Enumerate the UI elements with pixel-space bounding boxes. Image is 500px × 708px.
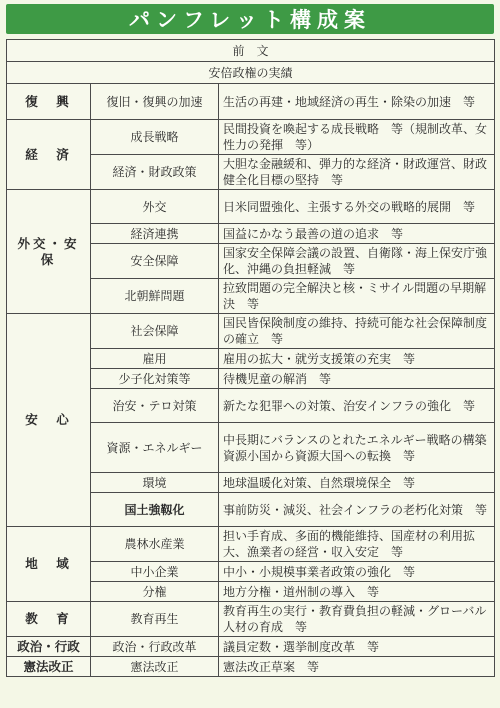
item-cell: 少子化対策等 <box>91 369 219 389</box>
item-cell: 環境 <box>91 473 219 493</box>
item-cell: 治安・テロ対策 <box>91 389 219 423</box>
description-cell: 日米同盟強化、主張する外交の戦略的展開 等 <box>219 190 495 224</box>
description-cell: 拉致問題の完全解決と核・ミサイル問題の早期解決 等 <box>219 279 495 314</box>
description-cell: 担い手育成、多面的機能維持、国産材の利用拡大、漁業者の経営・収入安定 等 <box>219 527 495 562</box>
achievements-cell: 安倍政権の実績 <box>7 62 495 84</box>
table-row <box>7 314 495 349</box>
description-cell: 中長期にバランスのとれたエネルギー戦略の構築 資源小国から資源大国への転換 等 <box>219 423 495 473</box>
category-cell: 地 域 <box>7 527 91 602</box>
item-cell: 復旧・復興の加速 <box>91 84 219 120</box>
item-cell: 経済・財政政策 <box>91 155 219 190</box>
category-cell: 復 興 <box>7 84 91 120</box>
description-cell: 憲法改正草案 等 <box>219 657 495 677</box>
table-row <box>7 120 495 155</box>
item-cell: 教育再生 <box>91 602 219 637</box>
table-row <box>7 527 495 562</box>
description-cell: 大胆な金融緩和、弾力的な経済・財政運営、財政健全化目標の堅持 等 <box>219 155 495 190</box>
pamphlet-title: パンフレット構成案 <box>129 8 371 32</box>
table-row <box>7 637 495 657</box>
description-cell: 事前防災・減災、社会インフラの老朽化対策 等 <box>219 493 495 527</box>
category-cell: 教 育 <box>7 602 91 637</box>
item-cell: 社会保障 <box>91 314 219 349</box>
category-cell: 憲法改正 <box>7 657 91 677</box>
item-cell: 農林水産業 <box>91 527 219 562</box>
category-label: 外交・安保 <box>17 235 80 267</box>
description-cell: 民間投資を喚起する成長戦略 等（規制改革、女性力の発揮 等） <box>219 120 495 155</box>
description-cell: 地球温暖化対策、自然環境保全 等 <box>219 473 495 493</box>
item-cell: 雇用 <box>91 349 219 369</box>
table-row <box>7 602 495 637</box>
description-cell: 国家安全保障会議の設置、自衛隊・海上保安庁強化、沖縄の負担軽減 等 <box>219 244 495 279</box>
item-cell: 成長戦略 <box>91 120 219 155</box>
category-cell: 安 心 <box>7 314 91 527</box>
item-cell: 北朝鮮問題 <box>91 279 219 314</box>
pamphlet-structure-table <box>6 39 499 677</box>
description-cell: 議員定数・選挙制度改革 等 <box>219 637 495 657</box>
pamphlet-title-banner <box>6 4 494 34</box>
description-cell: 国益にかなう最善の道の追求 等 <box>219 224 495 244</box>
description-cell: 中小・小規模事業者政策の強化 等 <box>219 562 495 582</box>
preface-row <box>7 40 495 62</box>
table-row <box>7 190 495 224</box>
description-cell: 新たな犯罪への対策、治安インフラの強化 等 <box>219 389 495 423</box>
description-cell: 地方分権・道州制の導入 等 <box>219 582 495 602</box>
item-cell: 分権 <box>91 582 219 602</box>
item-cell: 安全保障 <box>91 244 219 279</box>
category-cell <box>7 190 91 314</box>
item-cell: 政治・行政改革 <box>91 637 219 657</box>
preface-cell: 前 文 <box>7 40 495 62</box>
category-cell: 経 済 <box>7 120 91 190</box>
item-cell: 中小企業 <box>91 562 219 582</box>
description-cell: 教育再生の実行・教育費負担の軽減・グローバル人材の育成 等 <box>219 602 495 637</box>
description-cell: 雇用の拡大・就労支援策の充実 等 <box>219 349 495 369</box>
description-cell: 生活の再建・地域経済の再生・除染の加速 等 <box>219 84 495 120</box>
description-cell: 待機児童の解消 等 <box>219 369 495 389</box>
item-cell: 外交 <box>91 190 219 224</box>
table-row <box>7 84 495 120</box>
item-cell: 国土強靱化 <box>91 493 219 527</box>
item-cell: 資源・エネルギー <box>91 423 219 473</box>
item-cell: 経済連携 <box>91 224 219 244</box>
category-cell: 政治・行政 <box>7 637 91 657</box>
description-cell: 国民皆保険制度の維持、持続可能な社会保障制度の確立 等 <box>219 314 495 349</box>
achievements-row <box>7 62 495 84</box>
item-cell: 憲法改正 <box>91 657 219 677</box>
table-row <box>7 657 495 677</box>
